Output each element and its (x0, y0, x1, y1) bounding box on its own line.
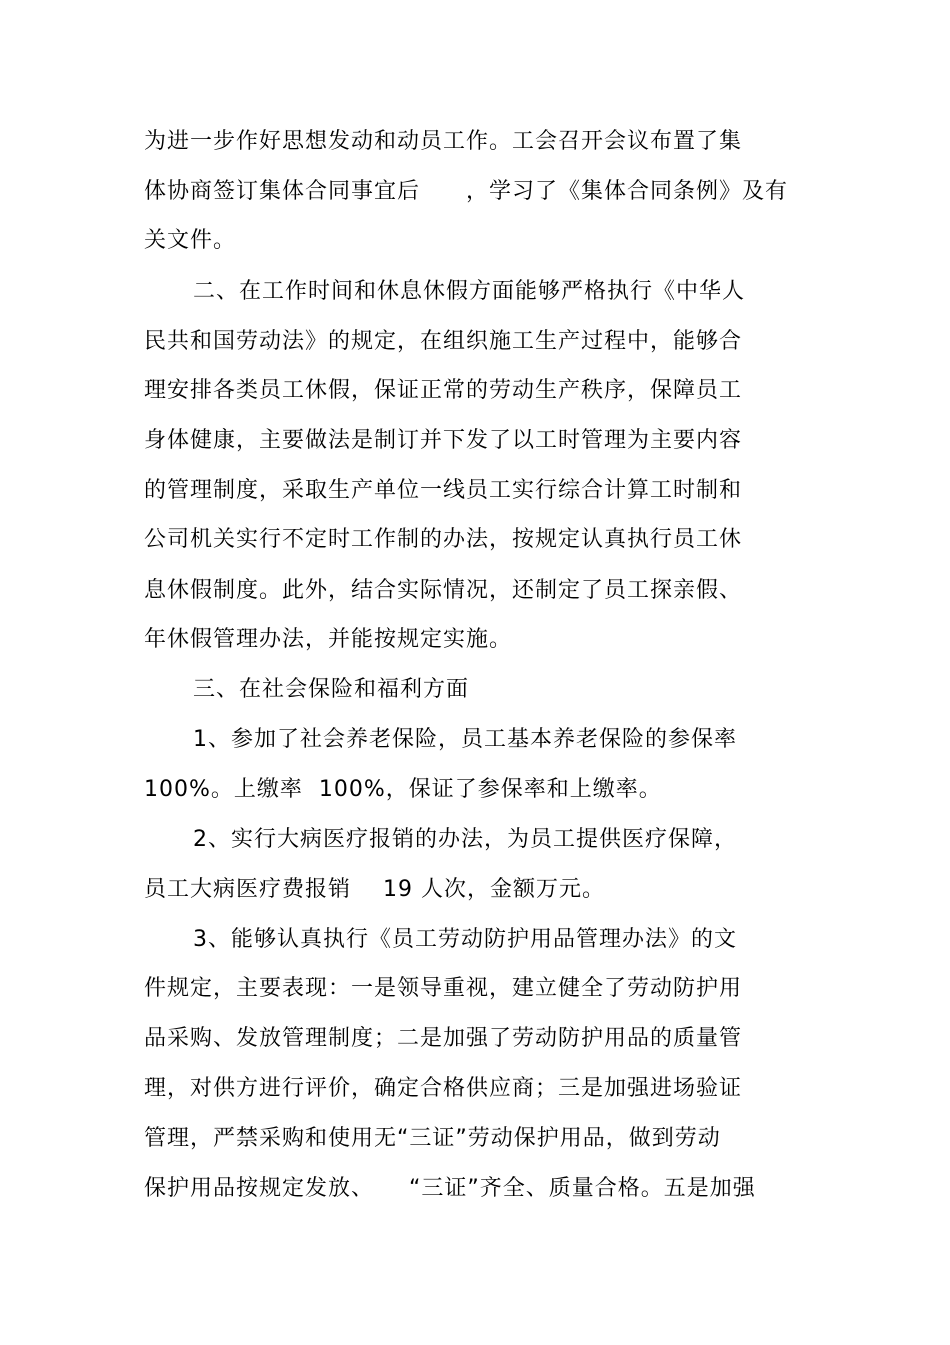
text-line-6: 理安排各类员工休假，保证正常的劳动生产秩序，保障员工 (144, 378, 743, 403)
text-line-1: 为进一步作好思想发动和动员工作。工会召开会议布置了集 (144, 129, 743, 154)
text-line-3: 关文件。 (144, 228, 237, 253)
text-line-20: 理，对供方进行评价，确定合格供应商；三是加强进场验证 (144, 1076, 743, 1101)
text-line-5: 民共和国劳动法》的规定，在组织施工生产过程中，能够合 (144, 329, 743, 354)
text-line-17: 3、能够认真执行《员工劳动防护用品管理办法》的文 (193, 927, 737, 952)
text-line-22: 保护用品按规定发放、 “三证”齐全、质量合格。五是加强 (144, 1176, 756, 1201)
text-line-8: 的管理制度，采取生产单位一线员工实行综合计算工时制和 (144, 478, 743, 503)
text-line-4: 二、在工作时间和休息休假方面能够严格执行《中华人 (193, 279, 746, 304)
text-line-11: 年休假管理办法，并能按规定实施。 (144, 627, 513, 652)
text-line-10: 息休假制度。此外，结合实际情况，还制定了员工探亲假、 (144, 578, 743, 603)
text-line-12: 三、在社会保险和福利方面 (193, 677, 470, 702)
text-line-15: 2、实行大病医疗报销的办法，为员工提供医疗保障， (193, 827, 737, 852)
text-line-9: 公司机关实行不定时工作制的办法，按规定认真执行员工休 (144, 527, 743, 552)
text-line-7: 身体健康，主要做法是制订并下发了以工时管理为主要内容 (144, 428, 743, 453)
text-line-18: 件规定，主要表现：一是领导重视，建立健全了劳动防护用 (144, 976, 743, 1001)
text-line-19: 品采购、发放管理制度；二是加强了劳动防护用品的质量管 (144, 1026, 743, 1051)
text-line-16: 员工大病医疗费报销 19 人次，金额万元。 (144, 877, 605, 902)
text-line-14: 100%。上缴率 100%，保证了参保率和上缴率。 (144, 777, 662, 802)
text-line-2: 体协商签订集体合同事宜后 ，学习了《集体合同条例》及有 (144, 179, 789, 204)
text-line-21: 管理，严禁采购和使用无“三证”劳动保护用品，做到劳动 (144, 1126, 721, 1151)
text-line-13: 1、参加了社会养老保险，员工基本养老保险的参保率 (193, 727, 737, 752)
